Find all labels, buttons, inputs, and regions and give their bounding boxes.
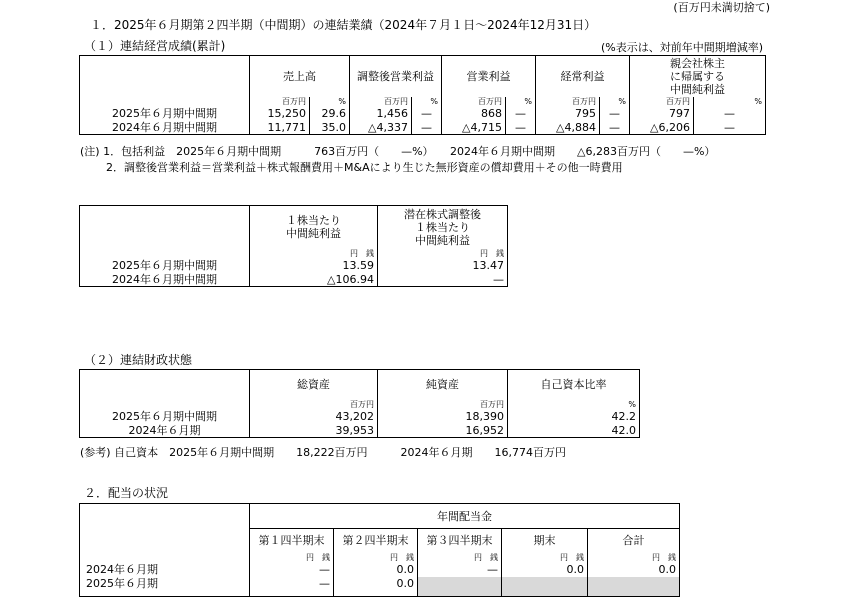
cell: 13.59 (250, 259, 378, 273)
cell: — (600, 107, 630, 121)
row-label: 2025年６月期中間期 (80, 259, 250, 273)
unit: 百万円 (250, 400, 378, 410)
unit: 円 銭 (250, 553, 334, 563)
cell: — (250, 563, 334, 577)
adjusted-op-income-note: 2．調整後営業利益＝営業利益＋株式報酬費用＋M&Aにより生じた無形資産の償却費用＋その他一時費用 (106, 161, 623, 174)
col-net-income: 親会社株主 に帰属する 中間純利益 (630, 56, 766, 97)
cell: 18,390 (378, 410, 508, 424)
unit: 百万円 (630, 97, 694, 107)
equity-reference-note: (参考) 自己資本 2025年６月期中間期 18,222百万円 2024年６月期 16,774百万円 (80, 446, 567, 459)
cell: 15,250 (250, 107, 310, 121)
rounding-note: (百万円未満切捨て) (673, 1, 770, 14)
col-op-income: 営業利益 (442, 56, 536, 97)
unit: 円 銭 (378, 249, 508, 259)
col-total: 合計 (588, 529, 680, 553)
annual-dividend-header: 年間配当金 (250, 504, 680, 529)
cell: — (600, 121, 630, 135)
section-title: １．2025年６月期第２四半期（中間期）の連結業績（2024年７月１日～2024年12月31日） (90, 18, 597, 32)
row-label: 2024年６月期 (80, 563, 250, 577)
cell: 1,456 (350, 107, 412, 121)
cell: — (506, 107, 536, 121)
unit: 円 銭 (250, 249, 378, 259)
cell: — (378, 273, 508, 287)
row-label: 2024年６月期 (80, 424, 250, 438)
row-label: 2024年６月期中間期 (80, 273, 250, 287)
cell-shaded (588, 577, 680, 597)
cell: — (694, 121, 766, 135)
unit: % (600, 97, 630, 107)
cell: — (694, 107, 766, 121)
cell: 42.2 (508, 410, 640, 424)
cell-shaded (418, 577, 502, 597)
col-q2: 第２四半期末 (334, 529, 418, 553)
cell: 11,771 (250, 121, 310, 135)
row-label: 2025年６月期 (80, 577, 250, 597)
cell: △4,884 (536, 121, 600, 135)
cell: 29.6 (310, 107, 350, 121)
cell: △6,206 (630, 121, 694, 135)
unit: 百万円 (350, 97, 412, 107)
cell: △4,337 (350, 121, 412, 135)
cell: — (506, 121, 536, 135)
cell: 13.47 (378, 259, 508, 273)
cell: △106.94 (250, 273, 378, 287)
cell-shaded (502, 577, 588, 597)
percent-note: (%表示は、対前年中間期増減率) (600, 41, 763, 54)
cell: — (418, 563, 502, 577)
cell: △4,715 (442, 121, 506, 135)
operating-results-heading: （１）連結経営成績(累計) (84, 39, 226, 53)
unit: 円 銭 (418, 553, 502, 563)
col-adjusted-op-income: 調整後営業利益 (350, 56, 442, 97)
cell: 43,202 (250, 410, 378, 424)
operating-results-table (79, 55, 766, 135)
col-ordinary-income: 経常利益 (536, 56, 630, 97)
row-label: 2025年６月期中間期 (80, 410, 250, 424)
unit: % (508, 400, 640, 410)
dividends-table (79, 503, 680, 597)
cell: 35.0 (310, 121, 350, 135)
financial-position-heading: （２）連結財政状態 (84, 353, 193, 367)
unit: % (412, 97, 442, 107)
cell: — (412, 107, 442, 121)
unit: % (694, 97, 766, 107)
comprehensive-income-note: (注) 1．包括利益 2025年６月期中間期 763百万円（ —%） 2024年６月期中間期 △6,283百万円（ —%） (80, 145, 716, 158)
unit: 円 銭 (334, 553, 418, 563)
unit: % (310, 97, 350, 107)
cell: 795 (536, 107, 600, 121)
row-label: 2024年６月期中間期 (80, 121, 250, 135)
cell: 0.0 (588, 563, 680, 577)
row-label: 2025年６月期中間期 (80, 107, 250, 121)
col-sales: 売上高 (250, 56, 350, 97)
cell: 868 (442, 107, 506, 121)
cell: 0.0 (502, 563, 588, 577)
cell: 39,953 (250, 424, 378, 438)
unit: 百万円 (250, 97, 310, 107)
unit: 円 銭 (588, 553, 680, 563)
cell: 0.0 (334, 577, 418, 597)
cell: 0.0 (334, 563, 418, 577)
cell: — (412, 121, 442, 135)
cell: 16,952 (378, 424, 508, 438)
cell: 797 (630, 107, 694, 121)
unit: 百万円 (442, 97, 506, 107)
col-diluted-eps: 潜在株式調整後 １株当たり 中間純利益 (378, 206, 508, 249)
eps-table (79, 205, 508, 287)
unit: 百万円 (378, 400, 508, 410)
col-eps: １株当たり 中間純利益 (250, 206, 378, 249)
cell: — (250, 577, 334, 597)
col-equity-ratio: 自己資本比率 (508, 370, 640, 400)
unit: % (506, 97, 536, 107)
cell: 42.0 (508, 424, 640, 438)
financial-position-table (79, 369, 640, 438)
col-q1: 第１四半期末 (250, 529, 334, 553)
col-net-assets: 純資産 (378, 370, 508, 400)
unit: 百万円 (536, 97, 600, 107)
unit: 円 銭 (502, 553, 588, 563)
col-year-end: 期末 (502, 529, 588, 553)
col-total-assets: 総資産 (250, 370, 378, 400)
dividends-heading: ２．配当の状況 (84, 486, 169, 500)
col-q3: 第３四半期末 (418, 529, 502, 553)
